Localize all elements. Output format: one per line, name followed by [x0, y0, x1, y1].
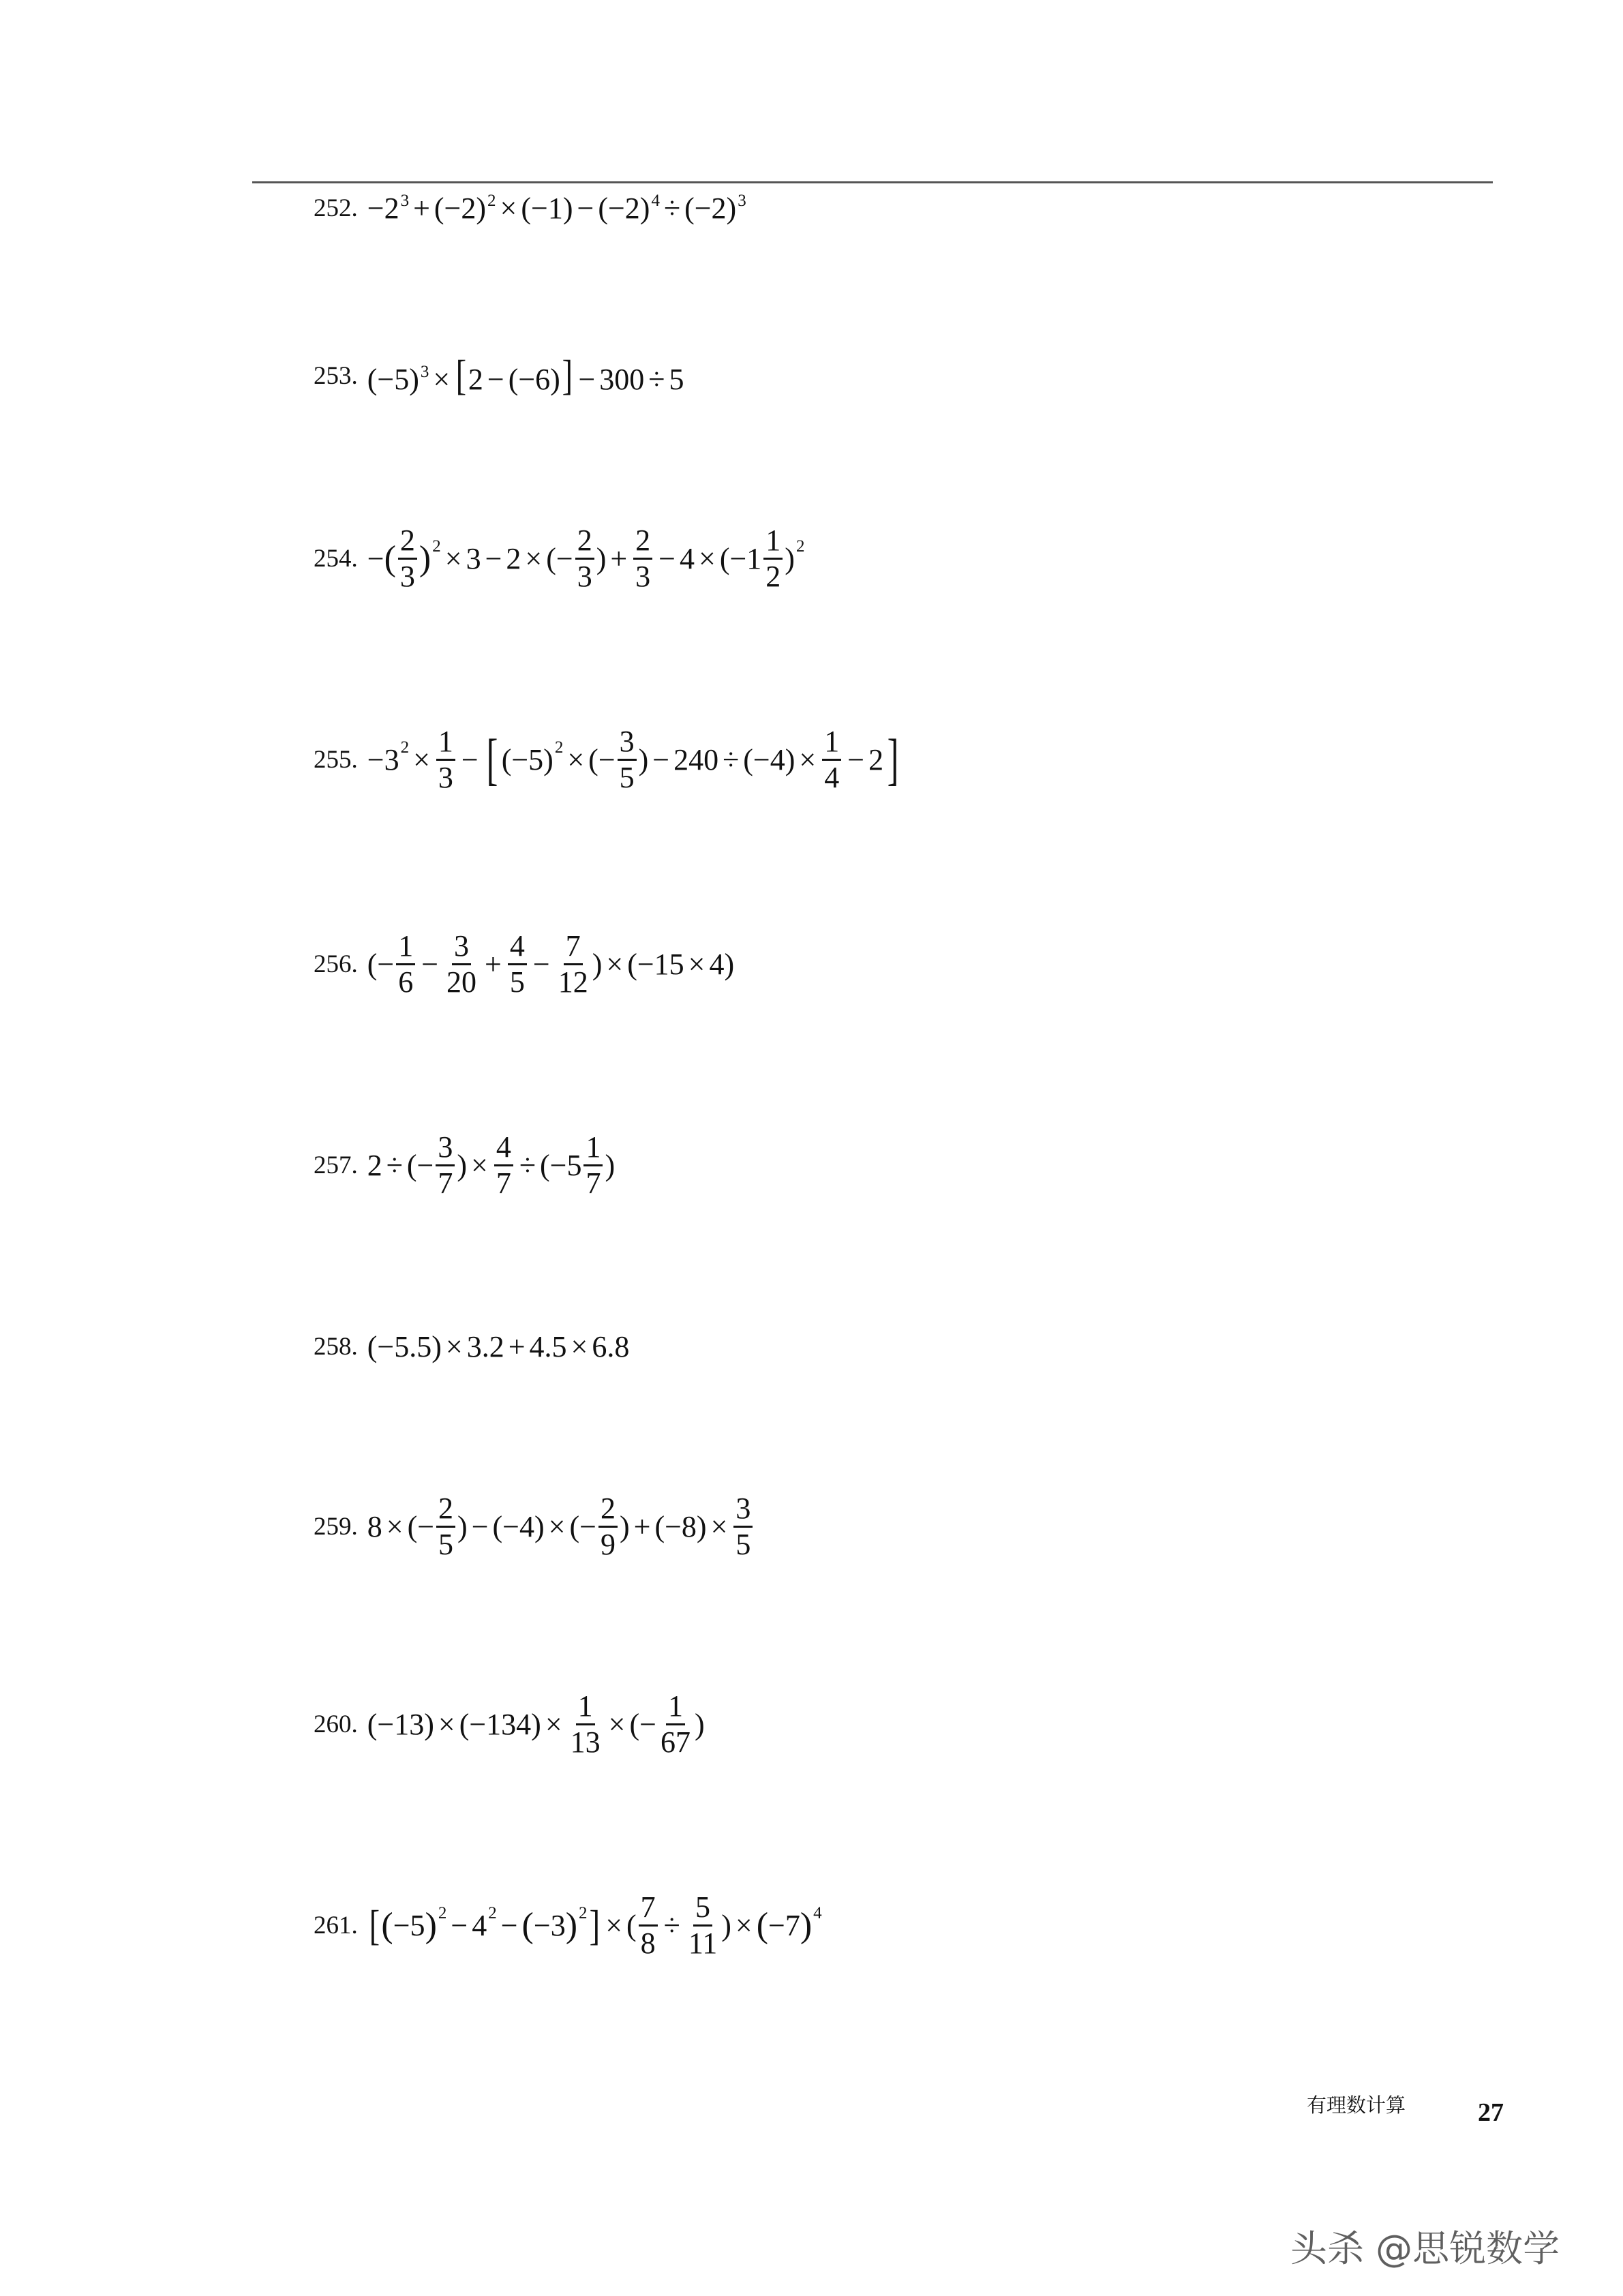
problem-number: 258.	[314, 1333, 358, 1361]
problem-261	[314, 1892, 822, 1959]
expression: (−13) × (−134) × $\frac{1}{13}$ × (− $\frac{1}{67}$ )	[367, 1689, 705, 1759]
problem-253	[314, 354, 684, 397]
problem-259	[314, 1493, 755, 1560]
problem-257	[314, 1132, 615, 1199]
expression: − ( $\frac{2}{3}$ ) $^2$ × 3 − 2 × (− $\frac{2}{3}$ ) + $\frac{2}{3}$ − 4 × (−1 $\frac{1}{2}$ ) $^2$	[367, 524, 805, 594]
section-title: 有理数计算	[1307, 2094, 1406, 2117]
page-number: 27	[1478, 2098, 1504, 2127]
problem-252	[314, 191, 746, 226]
problem-260	[314, 1691, 705, 1758]
problem-256	[314, 931, 734, 998]
expression: −3 $^2$ × $\frac{1}{3}$ − [ (−5) $^2$ × (− $\frac{3}{5}$ ) − 240 ÷ (−4) × $\frac{1}{4}$ − 2 ]	[367, 725, 899, 795]
problem-number: 254.	[314, 545, 358, 573]
problem-number: 261.	[314, 1912, 358, 1940]
expression: 8 × (− $\frac{2}{5}$ ) − (−4) × (− $\frac{2}{9}$ ) + (−8) × $\frac{3}{5}$	[367, 1493, 755, 1560]
problem-number: 255.	[314, 746, 358, 774]
problem-number: 252.	[314, 194, 358, 222]
expression: (− $\frac{1}{6}$ − $\frac{3}{20}$ + $\frac{4}{5}$ − $\frac{7}{12}$ ) × (−15 × 4)	[367, 929, 735, 999]
problem-number: 256.	[314, 950, 358, 979]
expression: 2 ÷ (− $\frac{3}{7}$ ) × $\frac{4}{7}$ ÷ (−5 $\frac{1}{7}$ )	[367, 1130, 616, 1200]
problem-255	[314, 726, 902, 794]
problem-number: 257.	[314, 1151, 358, 1180]
expression: (−5.5) × 3.2 + 4.5 × 6.8	[367, 1330, 630, 1363]
expression: $-2^3 + (-2)^2 \times (-1) - (-2)^4 \div (-2)^3$	[367, 192, 746, 225]
problem-number: 253.	[314, 361, 358, 390]
watermark: 头杀 @思锐数学	[1290, 2227, 1560, 2270]
problem-258	[314, 1329, 629, 1364]
problem-number: 259.	[314, 1513, 358, 1541]
header-rule	[252, 181, 1493, 183]
expression: [ ( −5 ) $^2$ − 4 $^2$ − ( −3 ) $^2$ ] × ( $\frac{7}{8}$ ÷ $\frac{5}{11}$ ) × ( −7 ) $^4$	[369, 1890, 822, 1961]
expression: $(-5)^3 \times [2 - (-6)] - 300 \div 5$	[367, 352, 684, 399]
problem-254	[314, 525, 804, 592]
problem-number: 260.	[314, 1710, 358, 1739]
